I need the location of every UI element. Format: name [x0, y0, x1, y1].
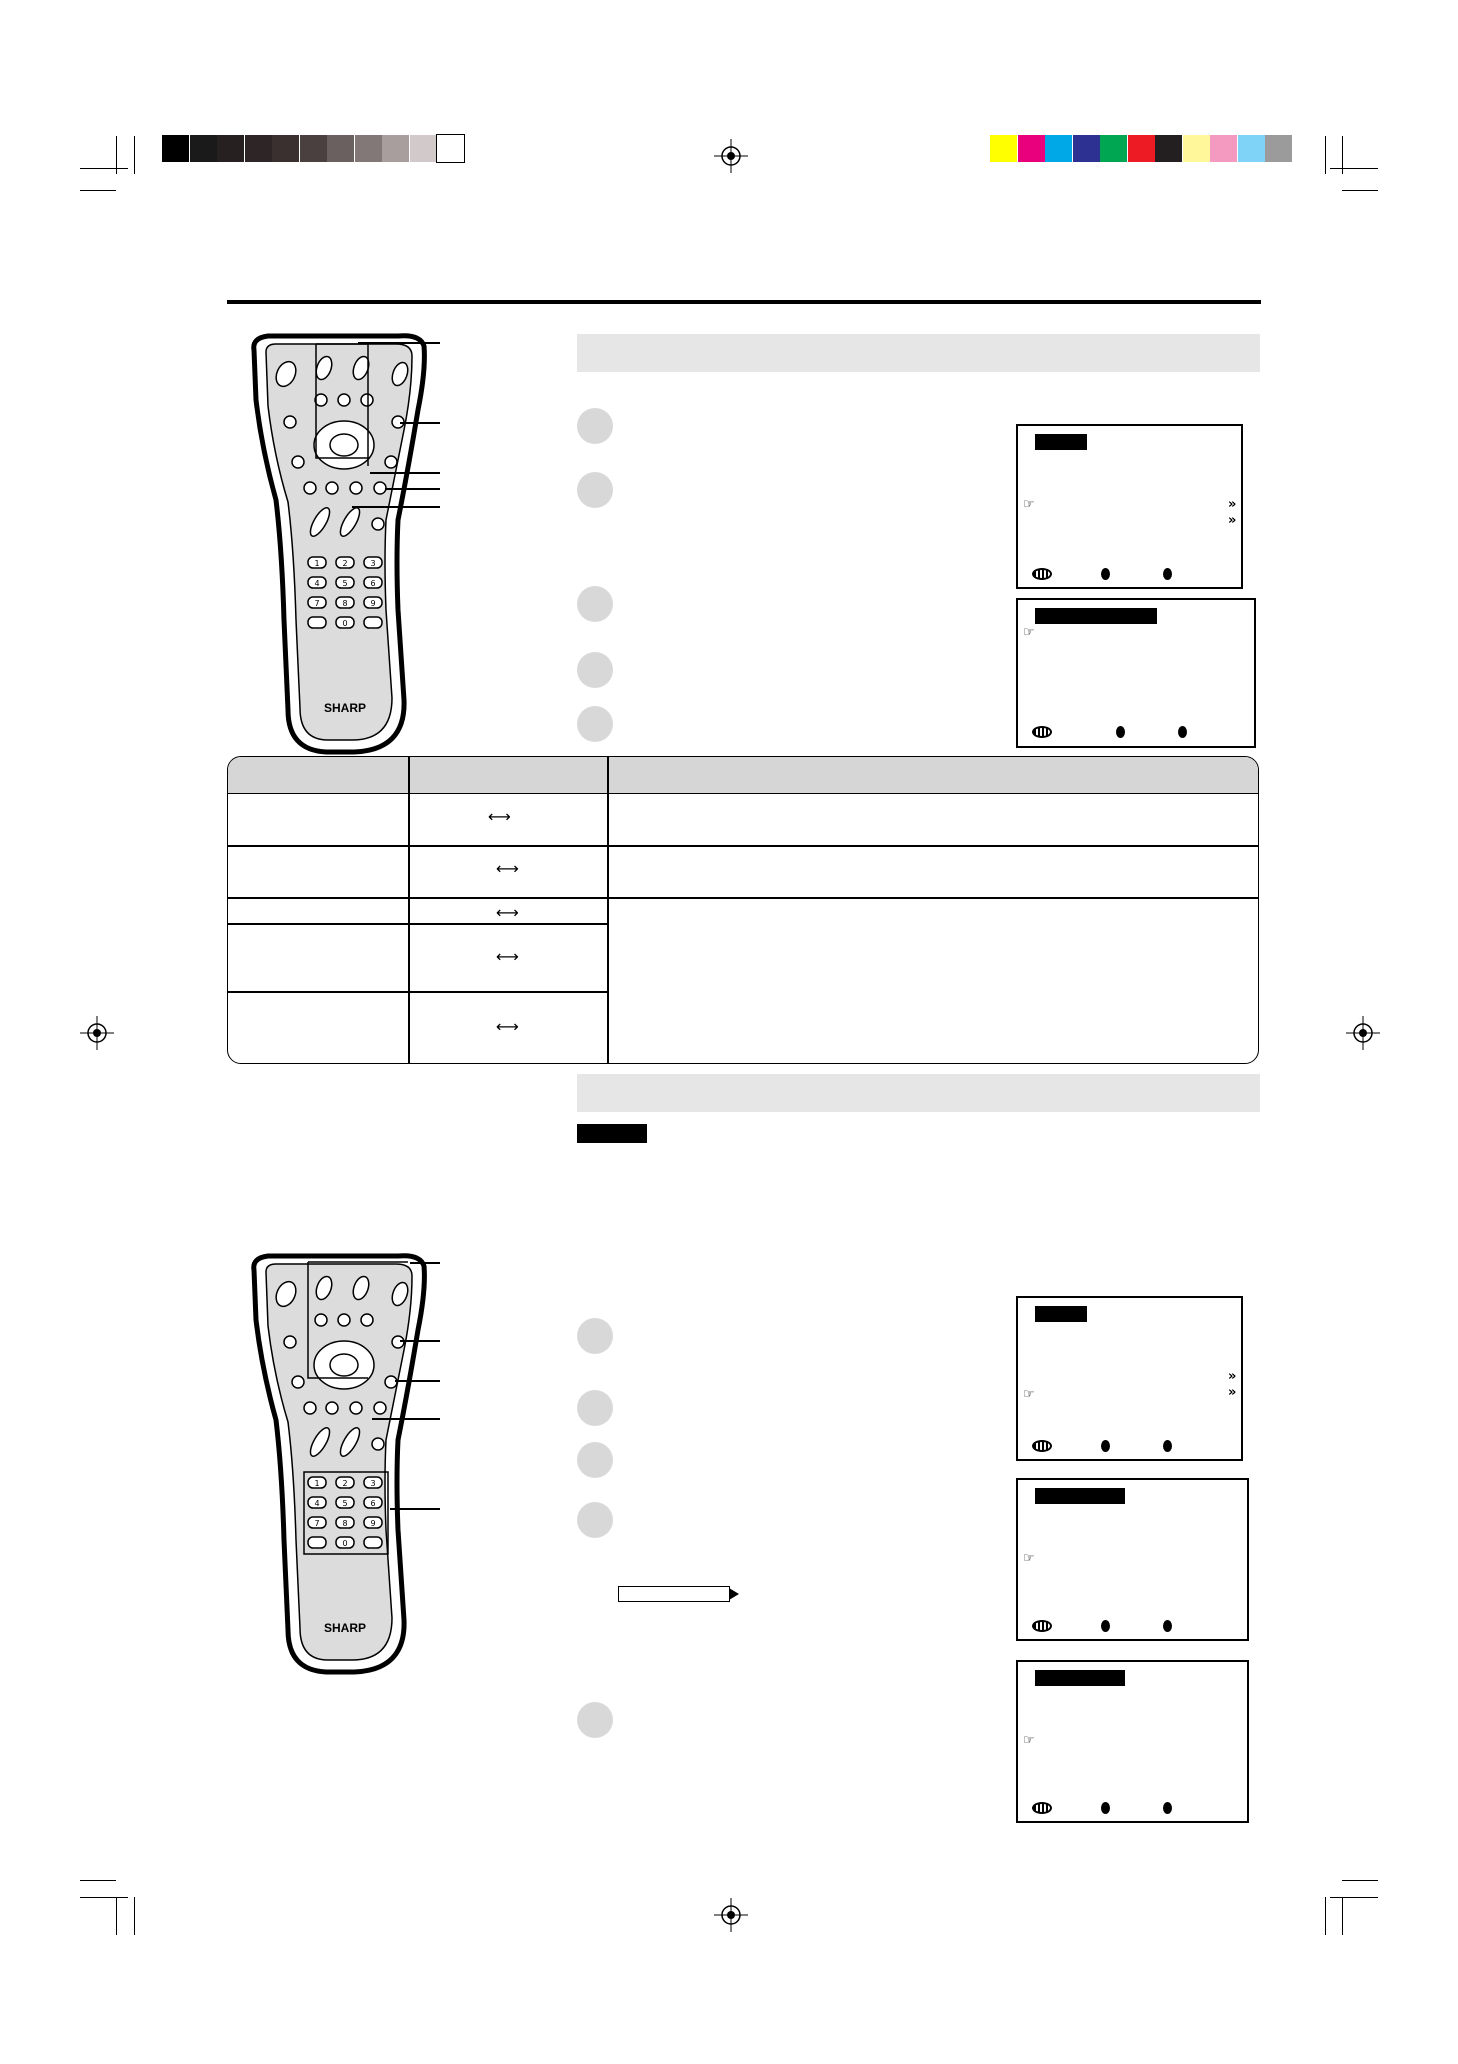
step-1-badge	[577, 408, 613, 444]
color-swatch	[1238, 135, 1265, 162]
gray-swatch	[272, 135, 299, 162]
osd-screen-submenu-2	[1016, 1478, 1249, 1641]
menu-title-highlight	[1035, 1306, 1087, 1322]
remote-control-bottom-illustration	[248, 1250, 448, 1680]
color-swatch	[990, 135, 1017, 162]
button-indicator-icon	[1101, 1802, 1110, 1814]
key-8: 8	[342, 599, 348, 608]
button-indicator-icon	[1178, 726, 1187, 738]
cursor-pad-icon	[1032, 1440, 1052, 1452]
color-swatch	[1128, 135, 1155, 162]
gray-swatch	[300, 135, 327, 162]
cursor-pad-icon	[1032, 1802, 1052, 1814]
step-2-badge	[577, 472, 613, 508]
step-3-badge	[577, 1442, 613, 1478]
registration-mark-top-icon	[714, 139, 748, 173]
button-indicator-icon	[1101, 568, 1110, 580]
registration-mark-bottom-icon	[714, 1898, 748, 1932]
key-1: 1	[314, 559, 320, 568]
step-4-badge	[577, 652, 613, 688]
gray-swatch	[355, 135, 382, 162]
step-4-badge	[577, 1502, 613, 1538]
submenu-arrow-icon: »	[1228, 1369, 1237, 1384]
step-3-badge	[577, 586, 613, 622]
key-4: 4	[314, 1499, 320, 1508]
submenu-title-highlight	[1035, 1488, 1125, 1504]
color-swatch	[1018, 135, 1045, 162]
submenu-arrow-icon: »	[1228, 1385, 1237, 1400]
cursor-pad-icon	[1032, 568, 1052, 580]
flow-indicator-box	[618, 1586, 730, 1602]
remote-control-top-illustration	[248, 330, 448, 760]
pointer-hand-icon: ☞	[1023, 1387, 1035, 1402]
button-indicator-icon	[1163, 1620, 1172, 1632]
color-swatch	[1155, 135, 1182, 162]
pointer-hand-icon: ☞	[1023, 497, 1035, 512]
pointer-hand-icon: ☞	[1023, 1733, 1035, 1748]
step-5-badge	[577, 706, 613, 742]
key-1: 1	[314, 1479, 320, 1488]
step-1-badge	[577, 1318, 613, 1354]
submenu-title-highlight	[1035, 1670, 1125, 1686]
key-9: 9	[370, 1519, 376, 1528]
table-row: ⟷	[496, 859, 519, 878]
key-5: 5	[342, 1499, 348, 1508]
step-5-badge	[577, 1702, 613, 1738]
section-heading-band-2	[577, 1074, 1260, 1112]
key-3: 3	[370, 559, 376, 568]
table-header-row	[228, 757, 1258, 794]
cursor-pad-icon	[1032, 1620, 1052, 1632]
brand-logo-top: SHARP	[323, 701, 367, 715]
table-row: ⟷	[496, 903, 519, 922]
submenu-arrow-icon: »	[1228, 497, 1237, 512]
key-3: 3	[370, 1479, 376, 1488]
osd-screen-submenu-3	[1016, 1660, 1249, 1823]
key-2: 2	[342, 1479, 348, 1488]
button-indicator-icon	[1101, 1620, 1110, 1632]
pointer-hand-icon: ☞	[1023, 625, 1035, 640]
cursor-pad-icon	[1032, 726, 1052, 738]
gray-swatch	[245, 135, 272, 162]
gray-swatch	[217, 135, 244, 162]
registration-mark-left-icon	[80, 1016, 114, 1050]
gray-swatch	[327, 135, 354, 162]
key-9: 9	[370, 599, 376, 608]
button-indicator-icon	[1163, 1440, 1172, 1452]
section-heading-band-1	[577, 334, 1260, 372]
key-8: 8	[342, 1519, 348, 1528]
color-swatch	[1265, 135, 1292, 162]
table-row: ⟷	[496, 1017, 519, 1036]
key-0: 0	[342, 619, 348, 628]
gray-swatch	[410, 135, 437, 162]
pointer-hand-icon: ☞	[1023, 1551, 1035, 1566]
header-rule	[227, 300, 1261, 304]
color-swatch	[1100, 135, 1127, 162]
key-7: 7	[314, 599, 320, 608]
button-indicator-icon	[1163, 568, 1172, 580]
osd-screen-menu-1	[1016, 424, 1243, 589]
key-2: 2	[342, 559, 348, 568]
color-swatch	[1183, 135, 1210, 162]
brand-logo-bottom: SHARP	[323, 1621, 367, 1635]
submenu-title-highlight	[1035, 608, 1157, 624]
key-0: 0	[342, 1539, 348, 1548]
table-row: ⟷	[488, 807, 511, 826]
menu-title-highlight	[1035, 434, 1087, 450]
osd-screen-submenu-1	[1016, 598, 1256, 748]
key-6: 6	[370, 1499, 376, 1508]
arrow-right-icon	[729, 1588, 739, 1600]
gray-swatch	[190, 135, 217, 162]
gray-swatch	[382, 135, 409, 162]
table-row: ⟷	[496, 947, 519, 966]
submenu-arrow-icon: »	[1228, 513, 1237, 528]
settings-table	[227, 756, 1259, 1064]
color-swatch	[1210, 135, 1237, 162]
button-indicator-icon	[1163, 1802, 1172, 1814]
color-swatch	[1073, 135, 1100, 162]
gray-swatch	[437, 135, 464, 162]
step-2-badge	[577, 1390, 613, 1426]
osd-screen-menu-2	[1016, 1296, 1243, 1461]
key-6: 6	[370, 579, 376, 588]
color-swatch	[1045, 135, 1072, 162]
key-4: 4	[314, 579, 320, 588]
gray-swatch	[162, 135, 189, 162]
key-5: 5	[342, 579, 348, 588]
key-7: 7	[314, 1519, 320, 1528]
registration-mark-right-icon	[1346, 1016, 1380, 1050]
note-label-box	[577, 1124, 647, 1143]
button-indicator-icon	[1101, 1440, 1110, 1452]
button-indicator-icon	[1116, 726, 1125, 738]
